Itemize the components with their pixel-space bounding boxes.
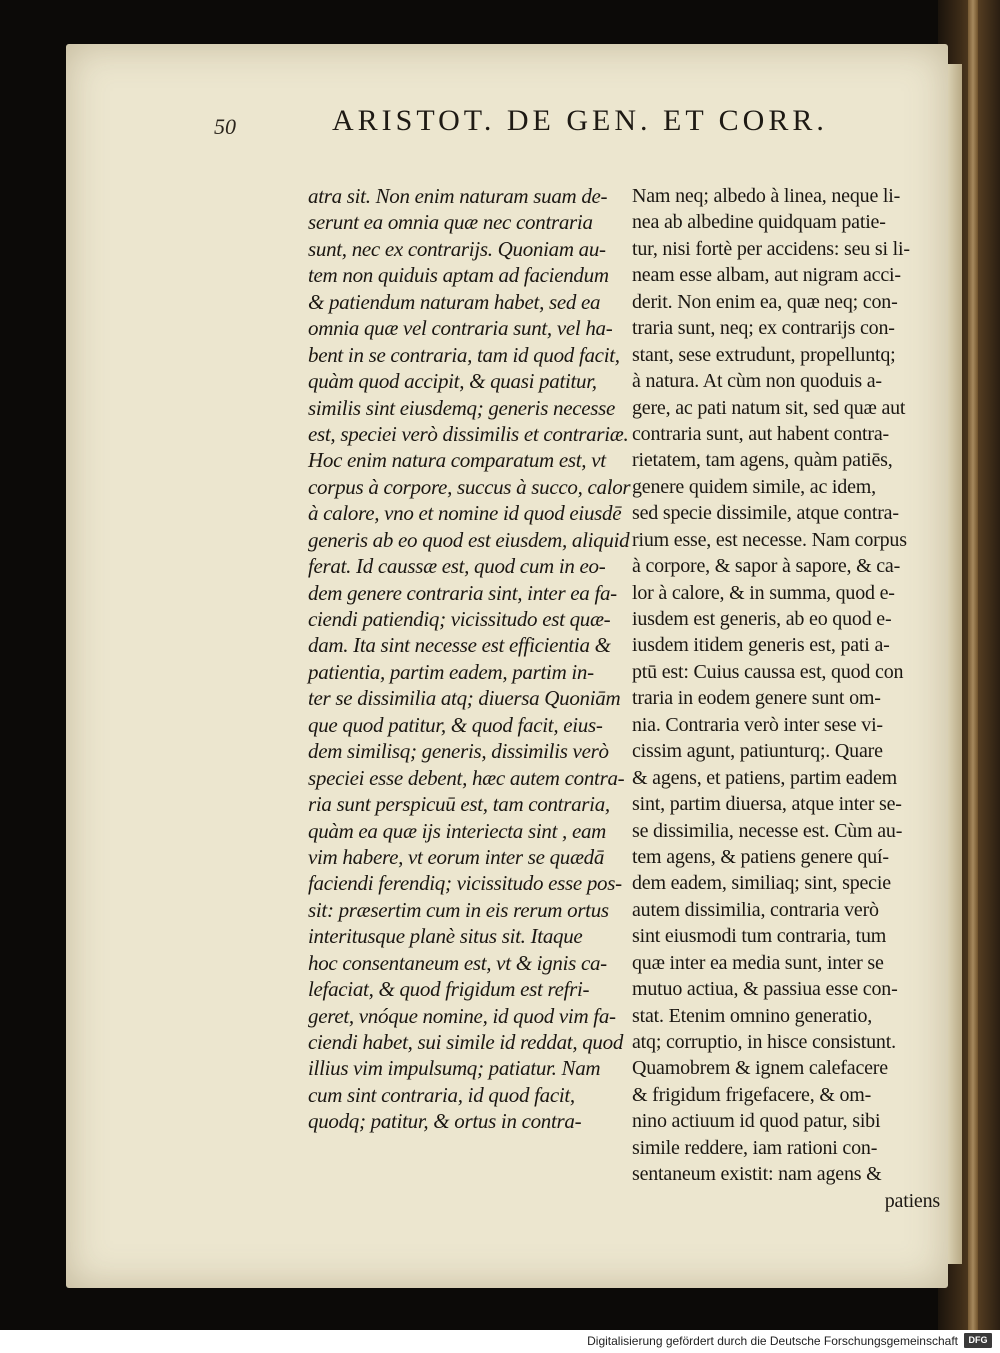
text-line: & patiendum naturam habet, sed ea (308, 289, 601, 314)
text-line: iusdem est generis, ab eo quod e- (632, 608, 892, 630)
catchword: patiens (884, 1189, 940, 1212)
text-line: à natura. At cùm non quoduis a- (632, 370, 882, 393)
text-line: atq; corruptio, in hisce consistunt. (632, 1031, 896, 1053)
text-line: bent in se contraria, tam id quod facit, (308, 342, 620, 367)
text-line: rietatem, tam agens, quàm patiēs, (632, 449, 893, 472)
text-line: nea ab albedine quidquam patie- (632, 211, 886, 234)
digitization-footer (0, 1330, 1000, 1353)
text-line: tem non quiduis aptam ad faciendum (308, 263, 609, 288)
text-line: quæ inter ea media sunt, inter se (632, 951, 884, 974)
text-line: autem dissimilia, contraria verò (632, 898, 879, 921)
text-line: sunt, nec ex contrarijs. Quoniam au- (308, 236, 606, 261)
text-line: omnia quæ vel contraria sunt, vel ha- (308, 316, 613, 341)
text-line: à calore, vno et nomine id quod eiusdē (308, 501, 622, 526)
text-line: hoc consentaneum est, vt & ignis ca- (308, 950, 607, 975)
text-line: sint eiusmodi tum contraria, tum (632, 925, 887, 948)
text-line: sint, partim diuersa, atque inter se- (632, 793, 902, 816)
text-line: est, speciei verò dissimilis et contrariæ. (308, 421, 629, 446)
text-line: & frigidum frigefacere, & om- (632, 1083, 872, 1106)
text-line: sit: præsertim cum in eis rerum ortus (308, 897, 609, 922)
text-line: genere quidem simile, ac idem, (632, 475, 876, 498)
text-line: ria sunt perspicuū est, tam contraria, (308, 792, 610, 817)
text-line: faciendi ferendiq; vicissitudo esse pos- (308, 871, 622, 896)
text-line: Quamobrem & ignem calefacere (632, 1057, 888, 1080)
text-line: dam. Ita sint necesse est efficientia & (308, 633, 611, 658)
text-line: iusdem itidem generis est, pati a- (632, 634, 890, 657)
text-line: traria in eodem genere sunt om- (632, 687, 881, 710)
running-head: ARISTOT. DE GEN. ET CORR. (332, 104, 828, 137)
page-header (214, 104, 874, 144)
text-line: Hoc enim natura comparatum est, vt (308, 448, 606, 473)
text-line: similis sint eiusdemq; generis necesse (308, 395, 616, 420)
text-line: dem genere contraria sint, inter ea fa- (308, 580, 617, 605)
text-line: nino actiuum id quod patur, sibi (632, 1110, 881, 1133)
text-line: stat. Etenim omnino generatio, (632, 1004, 873, 1027)
text-line: illius vim impulsumq; patiatur. Nam (308, 1056, 601, 1081)
text-line: geret, vnóque nomine, id quod vim fa- (308, 1003, 616, 1028)
text-line: serunt ea omnia quæ nec contraria (308, 210, 593, 235)
text-line: gere, ac pati natum sit, sed quæ aut (632, 396, 906, 419)
text-line: speciei esse debent, hæc autem contra- (308, 765, 625, 790)
text-line: lor à calore, & in summa, quod e- (632, 581, 895, 604)
text-line: patientia, partim eadem, partim in- (308, 659, 594, 684)
text-line: lefaciat, & quod frigidum est refri- (308, 977, 590, 1002)
text-line: tem agens, & patiens genere quí- (632, 845, 889, 868)
right-text-column (632, 183, 948, 1214)
text-line: rium esse, est necesse. Nam corpus (632, 528, 907, 551)
text-line: & agens, et patiens, partim eadem (632, 766, 897, 789)
text-line: vim habere, vt eorum inter se quædā (308, 844, 605, 869)
text-line: Nam neq; albedo à linea, neque li- (632, 185, 901, 207)
text-line: ptū est: Cuius caussa est, quod con (632, 660, 904, 683)
text-line: traria sunt, neq; ex contrarijs con- (632, 317, 895, 340)
text-line: contraria sunt, aut habent contra- (632, 422, 889, 445)
text-line: ferat. Id caussæ est, quod cum in eo- (308, 554, 606, 579)
funding-credit: Digitalisierung gefördert durch die Deutsche Forschungsgemeinschaft (587, 1334, 958, 1348)
text-line: à corpore, & sapor à sapore, & ca- (632, 555, 901, 578)
text-line: quodq; patitur, & ortus in contra- (308, 1109, 582, 1134)
text-line: quàm quod accipit, & quasi patitur, (308, 369, 597, 394)
text-line: nia. Contraria verò inter sese vi- (632, 713, 883, 736)
text-line: que quod patitur, & quod facit, eius- (308, 712, 603, 737)
text-line: simile reddere, iam rationi con- (632, 1136, 878, 1159)
text-line: interitusque planè situs sit. Itaque (308, 924, 583, 949)
text-line: derit. Non enim ea, quæ neq; con- (632, 290, 898, 313)
text-line: se dissimilia, necesse est. Cùm au- (632, 819, 903, 842)
text-line: tur, nisi fortè per accidens: seu si li- (632, 237, 910, 260)
text-line: quàm ea quæ ijs interiecta sint , eam (308, 818, 607, 843)
text-line: cissim agunt, patiunturq;. Quare (632, 740, 883, 763)
text-line: ter se dissimilia atq; diuersa Quoniām (308, 686, 621, 711)
dfg-logo-icon: DFG (964, 1333, 992, 1348)
text-line: ciendi habet, sui simile id reddat, quod (308, 1030, 624, 1054)
text-line: sentaneum existit: nam agens & (632, 1163, 882, 1186)
text-line: corpus à corpore, succus à succo, calor (308, 474, 631, 499)
text-line: stant, sese extrudunt, propelluntq; (632, 343, 896, 366)
text-line: cum sint contraria, id quod facit, (308, 1082, 575, 1107)
text-line: sed specie dissimile, atque contra- (632, 502, 899, 525)
text-line: ciendi patiendiq; vicissitudo est quæ- (308, 607, 611, 631)
text-line: dem eadem, similiaq; sint, specie (632, 872, 891, 895)
text-line: generis ab eo quod est eiusdem, aliquid (308, 527, 630, 552)
text-line: neam esse albam, aut nigram acci- (632, 264, 901, 287)
text-line: mutuo actiua, & passiua esse con- (632, 978, 898, 1001)
left-text-column (308, 183, 631, 1135)
folio-number: 50 (214, 114, 236, 139)
text-line: atra sit. Non enim naturam suam de- (308, 184, 608, 208)
text-line: dem similisq; generis, dissimilis verò (308, 739, 609, 764)
